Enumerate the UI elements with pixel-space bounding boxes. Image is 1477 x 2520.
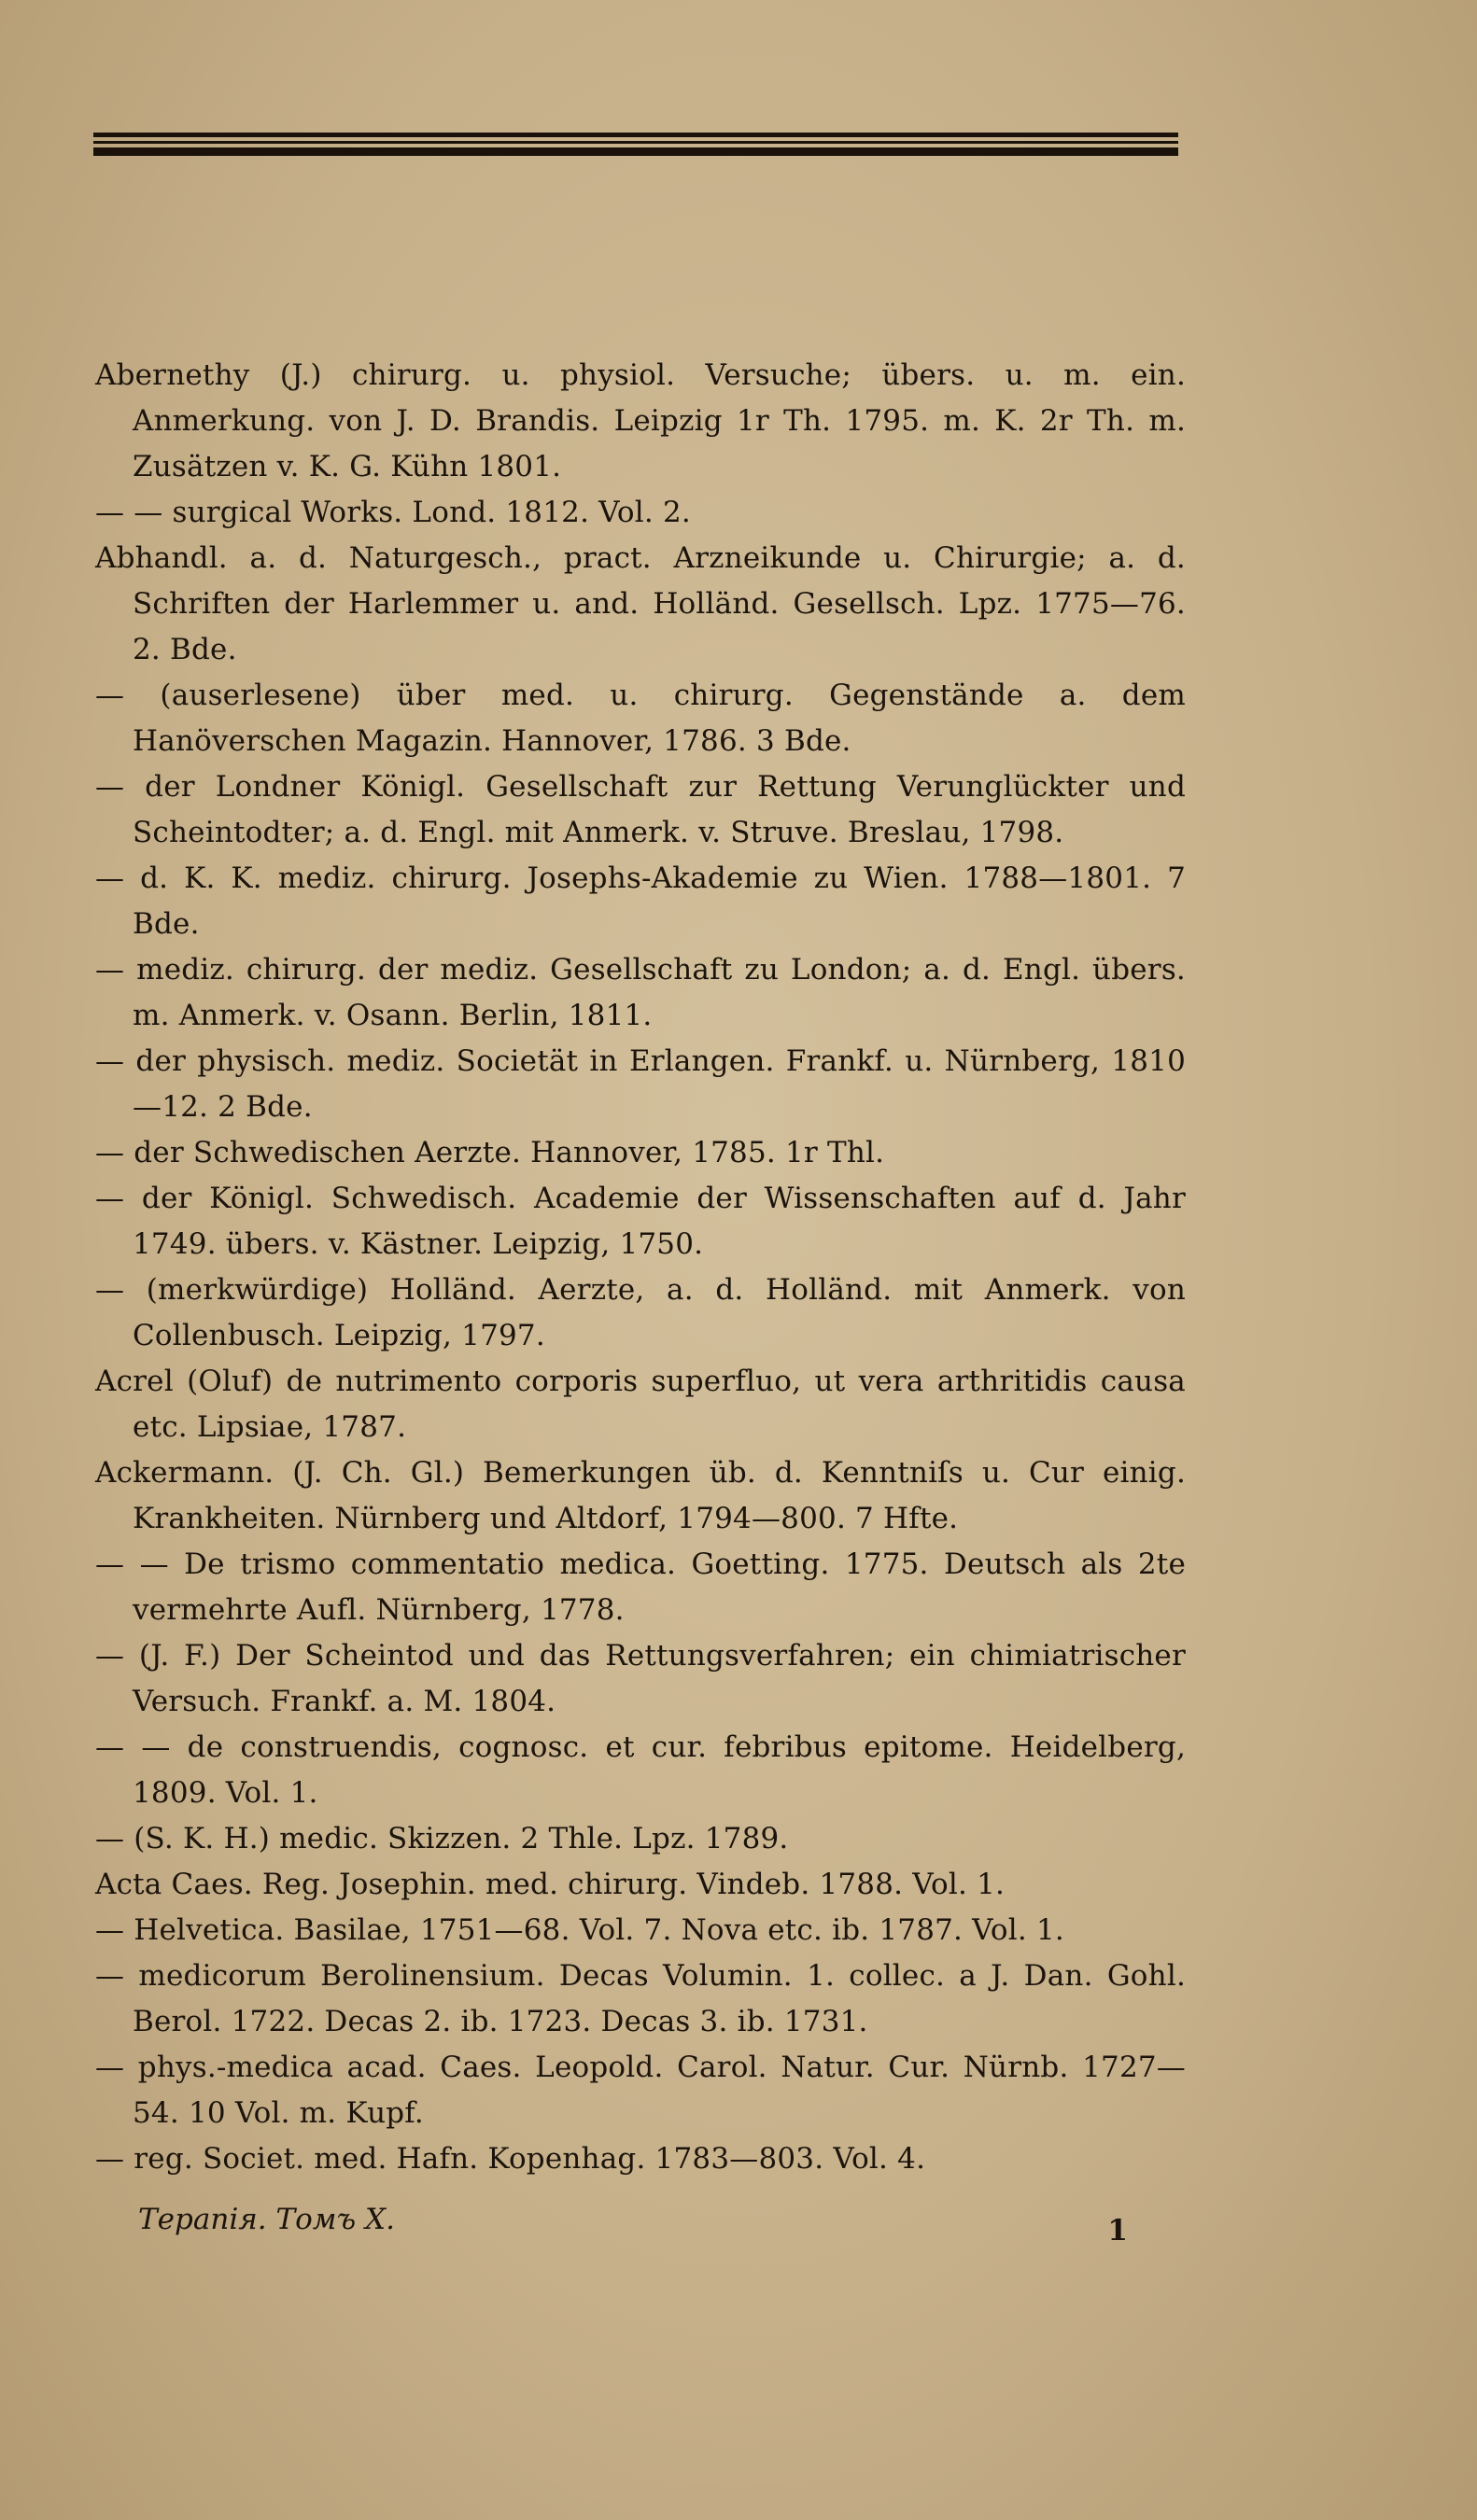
entry-abernethy: Abernethy (J.) chirurg. u. physiol. Versuche; übers. u. m. ein. Anmerkung. von J. D. Brandis. Leipzig 1r Th. 1795. m. K. 2r Th. m. Zusätzen v. K. G. Kühn 1801. [95, 358, 1186, 483]
entry-abhandl-london: — mediz. chirurg. der mediz. Gesellschaft zu London; a. d. Engl. übers. m. Anmerk. v. Osann. Berlin, 1811. [95, 953, 1186, 1032]
bibliography-list [95, 353, 1186, 2182]
entry-ackermann-febribus: — — de construendis, cognosc. et cur. febribus epitome. Heidelberg, 1809. Vol. 1. [95, 1730, 1186, 1810]
entry-abhandl-josephs-akademie: — d. K. K. mediz. chirurg. Josephs-Akademie zu Wien. 1788—1801. 7 Bde. [95, 861, 1186, 941]
entry-acta-caes: Acta Caes. Reg. Josephin. med. chirurg. Vindeb. 1788. Vol. 1. [95, 1868, 1006, 1901]
entry-abhandl-erlangen: — der physisch. mediz. Societät in Erlangen. Frankf. u. Nürnberg, 1810—12. 2 Bde. [95, 1044, 1186, 1124]
entry-abhandl-hollaend: — (merkwürdige) Holländ. Aerzte, a. d. Holländ. mit Anmerk. von Collenbusch. Leipzig, 1797. [95, 1273, 1186, 1352]
entry-acta-hafn: — reg. Societ. med. Hafn. Kopenhag. 1783—803. Vol. 4. [95, 2142, 926, 2176]
header-rule-bottom [93, 147, 1178, 156]
page-footer [138, 2201, 1128, 2247]
entry-abhandl-schwedischen: — der Schwedischen Aerzte. Hannover, 1785. 1r Thl. [95, 1136, 885, 1169]
entry-abernethy-surgical-works: — — surgical Works. Lond. 1812. Vol. 2. [95, 496, 691, 529]
entry-ackermann-trismo: — — De trismo commentatio medica. Goetting. 1775. Deutsch als 2te vermehrte Aufl. Nürnberg, 1778. [95, 1547, 1186, 1627]
entry-ackermann-skh: — (S. K. H.) medic. Skizzen. 2 Thle. Lpz. 1789. [95, 1822, 789, 1855]
header-rule-top [93, 133, 1178, 137]
entry-abhandl-auserlesene: — (auserlesene) über med. u. chirurg. Gegenstände a. dem Hanöverschen Magazin. Hannover, 1786. 3 Bde. [95, 679, 1186, 758]
header-rule-middle [93, 141, 1178, 144]
entry-acta-helvetica: — Helvetica. Basilae, 1751—68. Vol. 7. Nova etc. ib. 1787. Vol. 1. [95, 1913, 1064, 1947]
entry-abhandl-londner: — der Londner Königl. Gesellschaft zur Rettung Verunglückter und Scheintodter; a. d. Engl. mit Anmerk. v. Struve. Breslau, 1798. [95, 770, 1186, 849]
signature-mark: Терапія. Томъ X. [138, 2203, 395, 2236]
entry-abhandl: Abhandl. a. d. Naturgesch., pract. Arzneikunde u. Chirurgie; a. d. Schriften der Harlemmer u. and. Holländ. Gesellsch. Lpz. 1775—76. 2. Bde. [95, 541, 1186, 666]
page-number: 1 [1107, 2214, 1128, 2247]
entry-abhandl-schwedisch-academie: — der Königl. Schwedisch. Academie der Wissenschaften auf d. Jahr 1749. übers. v. Kästner. Leipzig, 1750. [95, 1182, 1186, 1261]
entry-ackermann: Ackermann. (J. Ch. Gl.) Bemerkungen üb. d. Kenntniſs u. Cur einig. Krankheiten. Nürnberg und Altdorf, 1794—800. 7 Hfte. [95, 1456, 1186, 1535]
entry-acta-phys-medica: — phys.-medica acad. Caes. Leopold. Carol. Natur. Cur. Nürnb. 1727—54. 10 Vol. m. Kupf. [95, 2051, 1186, 2130]
entry-acrel: Acrel (Oluf) de nutrimento corporis superfluo, ut vera arthritidis causa etc. Lipsiae, 1787. [95, 1365, 1186, 1444]
entry-ackermann-jf: — (J. F.) Der Scheintod und das Rettungsverfahren; ein chimiatrischer Versuch. Frankf. a. M. 1804. [95, 1639, 1186, 1718]
entry-acta-berolinensium: — medicorum Berolinensium. Decas Volumin. 1. collec. a J. Dan. Gohl. Berol. 1722. Decas 2. ib. 1723. Decas 3. ib. 1731. [95, 1959, 1186, 2038]
